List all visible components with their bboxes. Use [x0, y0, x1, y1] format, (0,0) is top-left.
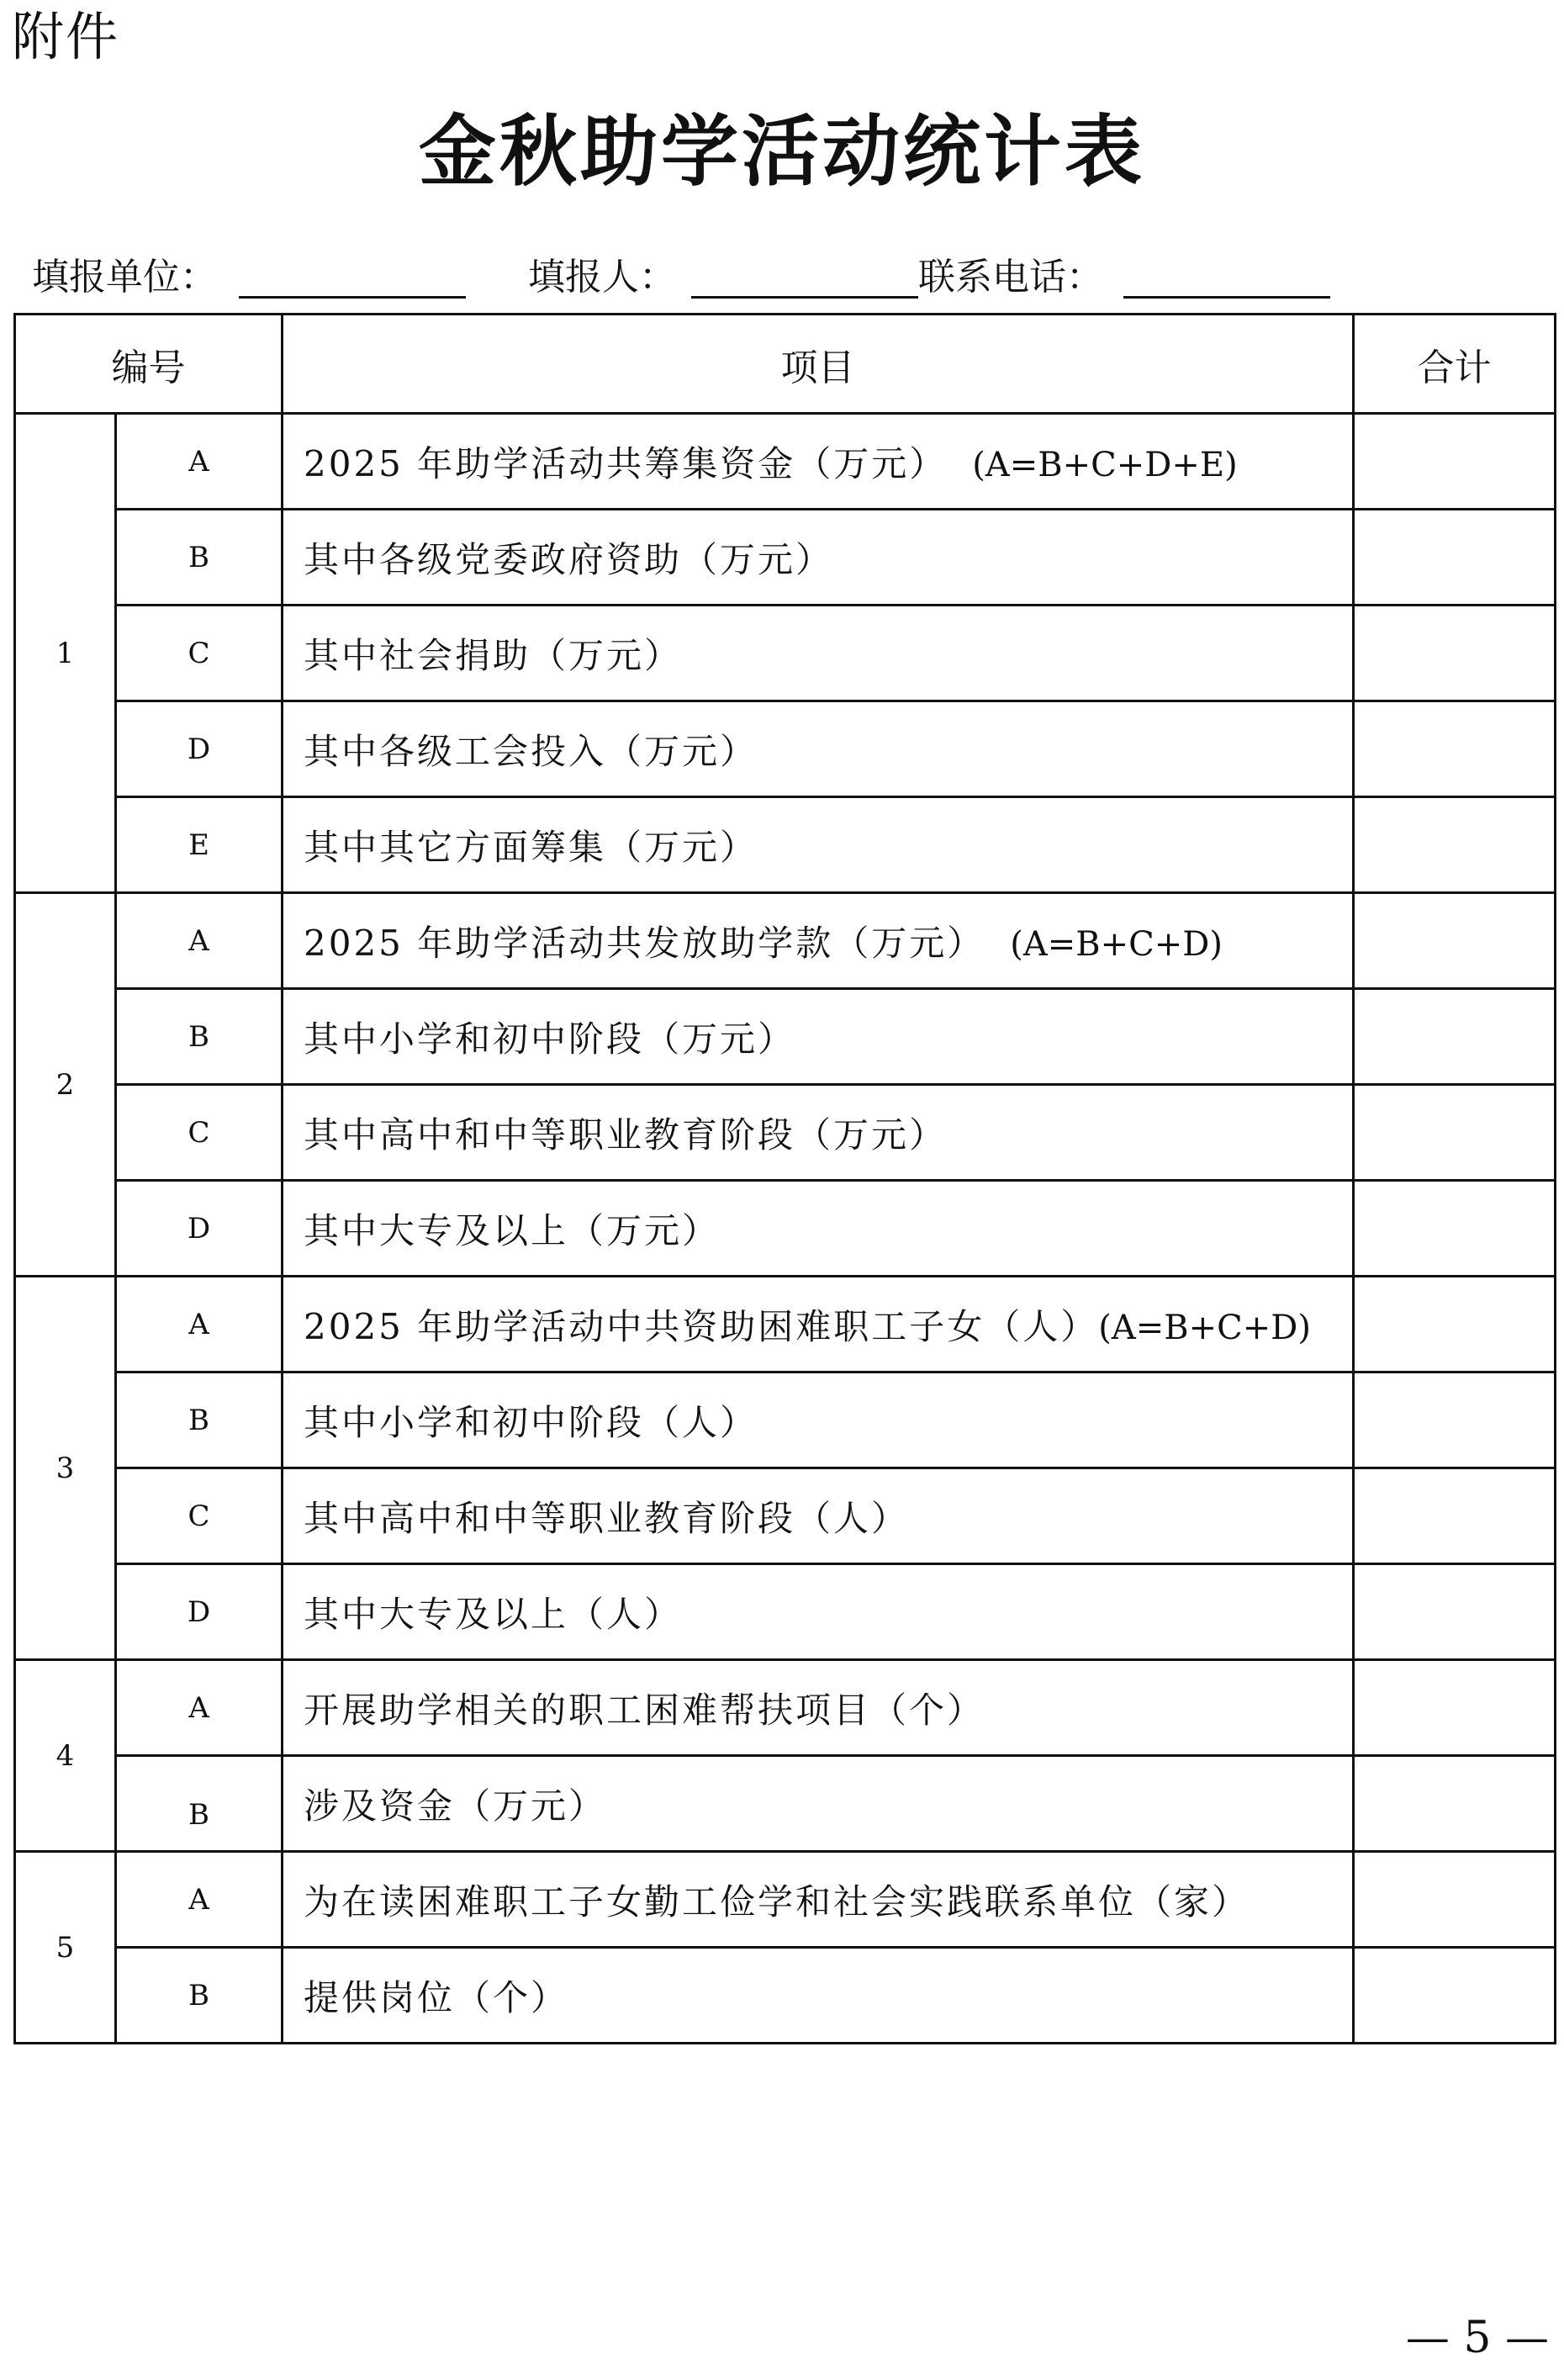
total-input-cell[interactable]: [1354, 1372, 1556, 1468]
table-row: [15, 414, 1556, 510]
item-label: 其中其它方面筹集（万元）: [304, 826, 758, 868]
unit-input-line[interactable]: [239, 296, 466, 299]
item-label: 其中各级党委政府资助（万元）: [304, 538, 834, 580]
item-cell: [283, 1277, 1354, 1372]
total-input-cell[interactable]: [1354, 1277, 1556, 1372]
item-label: 其中各级工会投入（万元）: [304, 730, 758, 772]
total-input-cell[interactable]: [1354, 1948, 1556, 2044]
phone-label: 联系电话：: [918, 256, 1103, 299]
item-cell: [283, 989, 1354, 1085]
header-total: 合计: [1354, 315, 1556, 414]
table-row: [15, 1085, 1556, 1181]
item-cell: [283, 1468, 1354, 1564]
table-row: [15, 1660, 1556, 1756]
total-input-cell[interactable]: [1354, 510, 1556, 606]
item-cell: [283, 701, 1354, 797]
item-cell: [283, 1852, 1354, 1948]
item-cell: [283, 1564, 1354, 1660]
item-label: 其中社会捐助（万元）: [304, 634, 683, 676]
sub-code-cell: C: [116, 1468, 283, 1564]
table-row: [15, 701, 1556, 797]
total-input-cell[interactable]: [1354, 1852, 1556, 1948]
total-input-cell[interactable]: [1354, 797, 1556, 893]
total-input-cell[interactable]: [1354, 1468, 1556, 1564]
item-label: 提供岗位（个）: [304, 1976, 569, 2018]
item-formula: (A=B+C+D): [1098, 1308, 1311, 1347]
sub-code-cell: D: [116, 1181, 283, 1277]
sub-code-cell: A: [116, 1277, 283, 1372]
sub-code-cell: B: [116, 1948, 283, 2044]
sub-code-cell: B: [116, 1756, 283, 1852]
item-label: 涉及资金（万元）: [304, 1785, 607, 1827]
item-cell: [283, 606, 1354, 701]
sub-code-cell: A: [116, 1660, 283, 1756]
sub-code-cell: B: [116, 1372, 283, 1468]
group-number-cell: 5: [15, 1852, 116, 2044]
item-label: 其中高中和中等职业教育阶段（万元）: [304, 1113, 948, 1156]
table-row: [15, 606, 1556, 701]
item-label: 2025 年助学活动中共资助困难职工子女（人）: [304, 1305, 1099, 1347]
sub-code-cell: A: [116, 1852, 283, 1948]
group-number-cell: 2: [15, 893, 116, 1277]
reporter-input-line[interactable]: [691, 296, 918, 299]
table-row: [15, 1277, 1556, 1372]
phone-input-line[interactable]: [1123, 296, 1330, 299]
item-formula: (A=B+C+D): [1010, 924, 1223, 964]
item-formula: (A=B+C+D+E): [972, 445, 1238, 484]
group-number-cell: 1: [15, 414, 116, 893]
item-cell: [283, 1181, 1354, 1277]
header-item: 项目: [283, 315, 1354, 414]
total-input-cell[interactable]: [1354, 606, 1556, 701]
total-input-cell[interactable]: [1354, 893, 1556, 989]
item-cell: [283, 797, 1354, 893]
item-label: 其中高中和中等职业教育阶段（人）: [304, 1497, 910, 1539]
page-number: — 5 —: [1405, 2313, 1549, 2363]
sub-code-cell: C: [116, 1085, 283, 1181]
sub-code-cell: B: [116, 510, 283, 606]
item-label: 2025 年助学活动共筹集资金（万元）: [304, 442, 948, 484]
table-row: [15, 1468, 1556, 1564]
table-row: [15, 510, 1556, 606]
item-cell: [283, 1660, 1354, 1756]
sub-code-cell: B: [116, 989, 283, 1085]
item-cell: [283, 893, 1354, 989]
total-input-cell[interactable]: [1354, 1564, 1556, 1660]
header-number: 编号: [15, 315, 283, 414]
group-number-cell: 4: [15, 1660, 116, 1852]
item-cell: [283, 510, 1354, 606]
reporter-label: 填报人：: [528, 256, 676, 299]
item-label: 其中小学和初中阶段（万元）: [304, 1018, 796, 1060]
total-input-cell[interactable]: [1354, 1756, 1556, 1852]
total-input-cell[interactable]: [1354, 1085, 1556, 1181]
group-number-cell: 3: [15, 1277, 116, 1660]
sub-code-cell: E: [116, 797, 283, 893]
table-row: [15, 1181, 1556, 1277]
sub-code-cell: D: [116, 701, 283, 797]
item-cell: [283, 1948, 1354, 2044]
attachment-label: 附件: [12, 6, 120, 67]
item-cell: [283, 414, 1354, 510]
total-input-cell[interactable]: [1354, 1660, 1556, 1756]
table-row: [15, 1948, 1556, 2044]
sub-code-cell: C: [116, 606, 283, 701]
table-row: [15, 1372, 1556, 1468]
item-cell: [283, 1372, 1354, 1468]
item-cell: [283, 1085, 1354, 1181]
sub-code-cell: A: [116, 893, 283, 989]
item-cell: [283, 1756, 1354, 1852]
table-row: [15, 1852, 1556, 1948]
item-label: 其中大专及以上（万元）: [304, 1209, 721, 1251]
unit-label: 填报单位：: [32, 256, 217, 299]
total-input-cell[interactable]: [1354, 1181, 1556, 1277]
statistics-table: [13, 313, 1556, 2044]
total-input-cell[interactable]: [1354, 989, 1556, 1085]
item-label: 2025 年助学活动共发放助学款（万元）: [304, 922, 985, 964]
table-body: [15, 414, 1556, 2044]
total-input-cell[interactable]: [1354, 701, 1556, 797]
item-label: 为在读困难职工子女勤工俭学和社会实践联系单位（家）: [304, 1880, 1250, 1923]
sub-code-cell: D: [116, 1564, 283, 1660]
table-row: [15, 1564, 1556, 1660]
item-label: 其中小学和初中阶段（人）: [304, 1401, 758, 1443]
sub-code-cell: A: [116, 414, 283, 510]
page-title: 金秋助学活动统计表: [418, 106, 1145, 197]
table-row: [15, 893, 1556, 989]
table-row: [15, 1756, 1556, 1852]
table-row: [15, 797, 1556, 893]
item-label: 其中大专及以上（人）: [304, 1593, 683, 1635]
item-label: 开展助学相关的职工困难帮扶项目（个）: [304, 1689, 985, 1731]
table-header-row: [15, 315, 1556, 414]
total-input-cell[interactable]: [1354, 414, 1556, 510]
table-row: [15, 989, 1556, 1085]
